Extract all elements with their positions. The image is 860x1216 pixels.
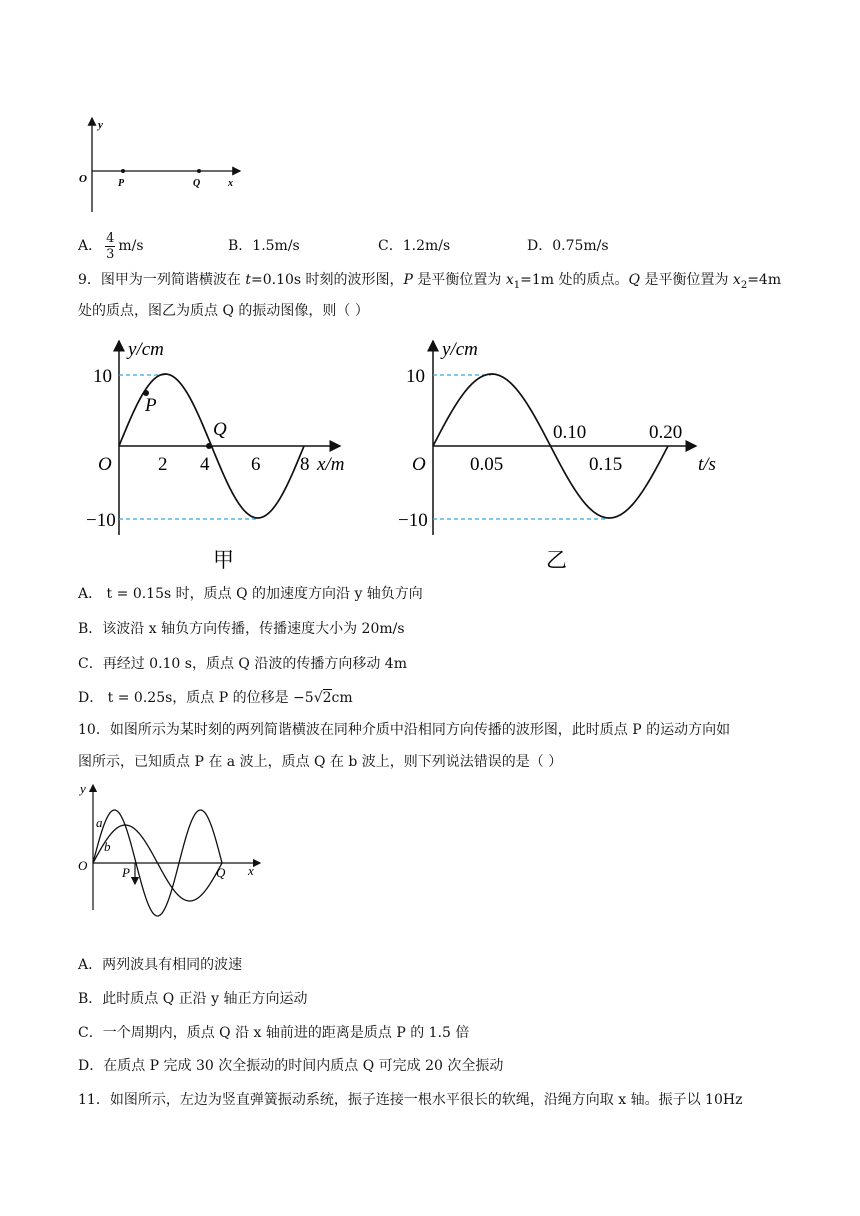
q10-a-label: a: [96, 815, 103, 830]
right-tick-label-0.20: 0.20: [649, 422, 683, 443]
q10-option-b[interactable]: B．此时质点 Q 正沿 y 轴正方向运动: [78, 991, 308, 1007]
sqrt-symbol: √: [313, 690, 323, 706]
right-tick-label-0.05: 0.05: [470, 454, 504, 475]
left-origin-label: O: [98, 454, 112, 475]
q9-figure-right: [400, 335, 730, 575]
q10-stem-line1: 10．如图所示为某时刻的两列简谐横波在同种介质中沿相同方向传播的波形图，此时质点 P 的运动方向如: [78, 722, 731, 738]
left-caption: 甲: [213, 548, 234, 572]
q10-option-c[interactable]: C．一个周期内，质点 Q 沿 x 轴前进的距离是质点 P 的 1.5 倍: [78, 1025, 470, 1041]
q9-figure-left: [86, 335, 380, 575]
right-y-label: y/cm: [442, 339, 478, 360]
q11-stem-line1: 11．如图所示，左边为竖直弹簧振动系统，振子连接一根水平很长的软绳，沿绳方向取 x 轴。振子以 10Hz: [78, 1092, 743, 1108]
q8-option-a-unit: m/s: [118, 238, 144, 254]
q8-option-c[interactable]: C．1.2m/s: [378, 238, 451, 254]
left-tick-label-4: 4: [200, 454, 210, 475]
right-x-label: t/s: [698, 454, 716, 475]
q10-stem-line2: 图所示，已知质点 P 在 a 波上，质点 Q 在 b 波上，则下列说法错误的是（ ）: [78, 754, 563, 770]
q9-stem-line1: 9．图甲为一列简谐横波在 t=0.10s 时刻的波形图，P 是平衡位置为 $x_1=1m$ 处的质点。Q 是平衡位置为 $x_2=4m$: [78, 272, 782, 291]
q8-option-a-prefix: A．: [78, 238, 103, 254]
q9-option-a[interactable]: A． t = 0.15s 时，质点 Q 的加速度方向沿 y 轴负方向: [78, 586, 423, 602]
q9-option-c[interactable]: C．再经过 0.10 s，质点 Q 沿波的传播方向移动 4m: [78, 656, 407, 672]
q10-p-label: P: [122, 865, 130, 880]
q10-y-label: y: [80, 781, 86, 796]
q10-option-a[interactable]: A．两列波具有相同的波速: [78, 957, 243, 973]
left-y-label: y/cm: [128, 339, 164, 360]
left-q-label: Q: [213, 419, 227, 440]
q8-point-p: [121, 169, 125, 173]
q8-figure: [76, 112, 246, 218]
q8-option-b[interactable]: B．1.5m/s: [228, 238, 300, 254]
q8-p-label: P: [118, 178, 125, 189]
q10-x-label: x: [248, 863, 254, 878]
q9-option-d[interactable]: D． t = 0.25s，质点 P 的位移是 −5√2cm: [78, 690, 353, 706]
left-tick-label-8: 8: [300, 454, 310, 475]
q8-q-label: Q: [193, 178, 201, 189]
left-x-label: x/m: [317, 454, 345, 475]
q10-q-label: Q: [216, 865, 226, 880]
left-tick-label-2: 2: [158, 454, 168, 475]
q8-option-d[interactable]: D．0.75m/s: [527, 238, 609, 254]
q9-option-b[interactable]: B．该波沿 x 轴负方向传播，传播速度大小为 20m/s: [78, 621, 405, 637]
q8-y-label: y: [98, 119, 103, 131]
right-y-bottom-label: −10: [398, 510, 428, 531]
right-origin-label: O: [412, 454, 426, 475]
q8-origin-label: O: [79, 173, 87, 185]
left-y-bottom-label: −10: [86, 510, 116, 531]
right-tick-label-0.15: 0.15: [589, 454, 623, 475]
q8-option-a-fraction: $\frac{4}{3}$: [106, 230, 115, 262]
q8-x-label: x: [228, 178, 233, 189]
q9-stem-line2: 处的质点，图乙为质点 Q 的振动图像，则（ ）: [78, 303, 369, 319]
right-caption: 乙: [546, 548, 567, 572]
right-tick-label-0.10: 0.10: [553, 422, 587, 443]
q10-option-d[interactable]: D．在质点 P 完成 30 次全振动的时间内质点 Q 可完成 20 次全振动: [78, 1058, 504, 1074]
q10-figure: [76, 780, 266, 915]
left-y-top-label: 10: [93, 366, 112, 387]
left-point-q: [206, 443, 212, 449]
q8-point-q: [197, 169, 201, 173]
q10-b-label: b: [104, 839, 111, 854]
left-tick-label-6: 6: [251, 454, 261, 475]
right-y-top-label: 10: [406, 366, 425, 387]
q10-origin-label: O: [78, 858, 88, 873]
q8-option-a[interactable]: [78, 226, 144, 266]
left-p-label: P: [145, 395, 157, 416]
